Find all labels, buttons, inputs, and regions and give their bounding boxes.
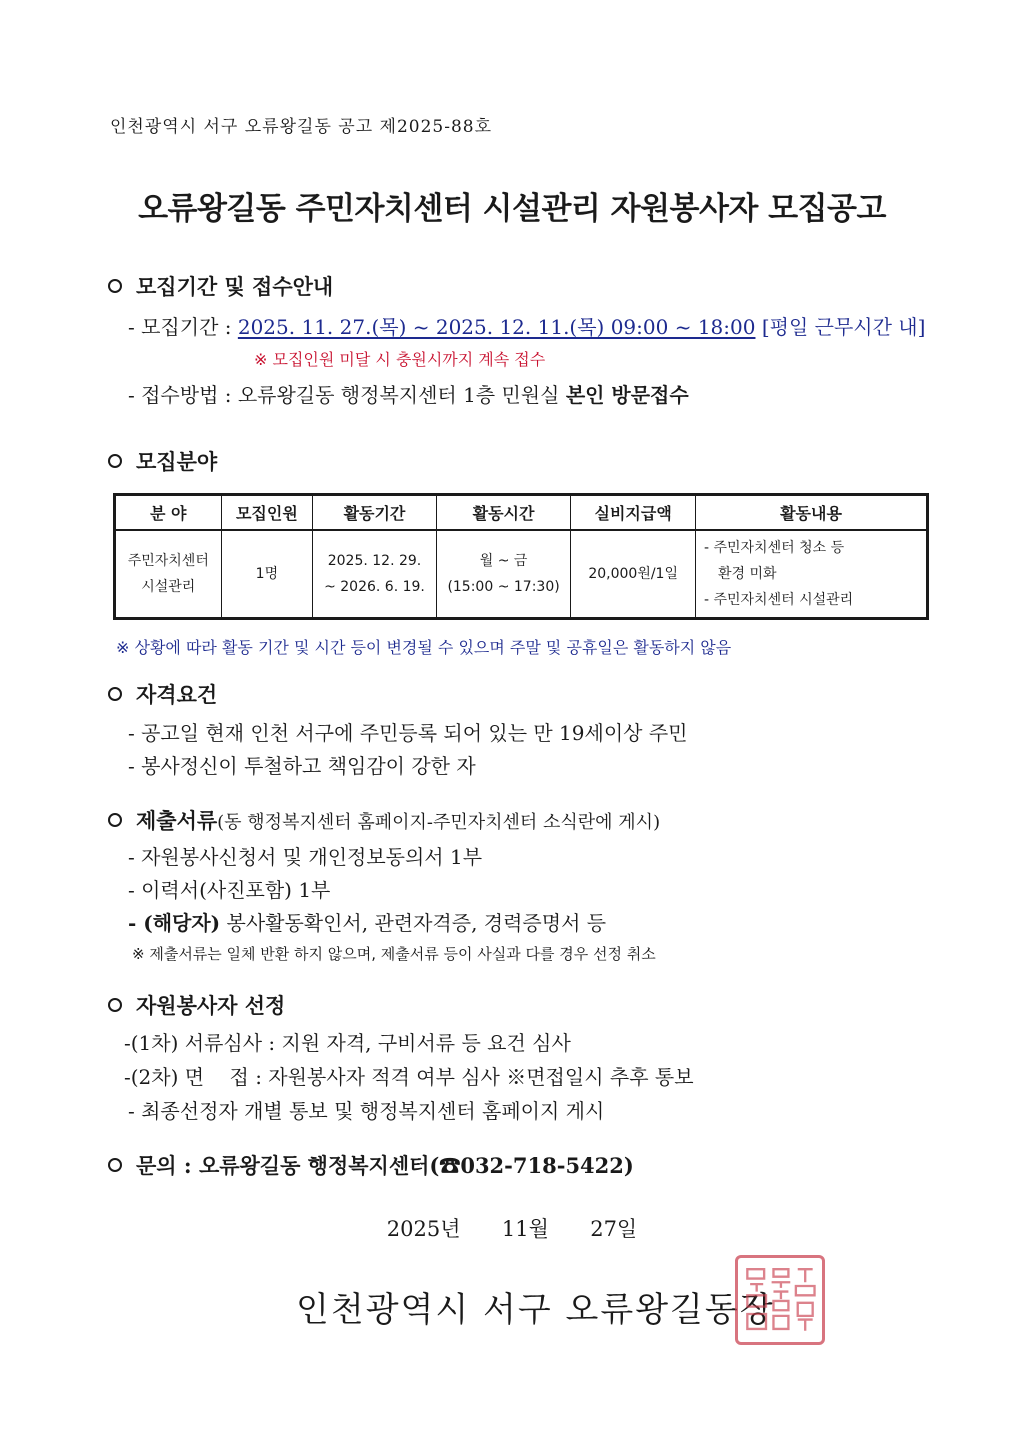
table-header-row — [115, 495, 928, 531]
table-header: 분 야 — [115, 495, 222, 531]
section-selection-heading: 자원봉사자 선정 — [108, 990, 285, 1020]
cell-activity: - 주민자치센터 청소 등 환경 미화 - 주민자치센터 시설관리 — [695, 530, 927, 619]
document-item: - 자원봉사신청서 및 개인정보동의서 1부 — [128, 845, 483, 869]
continuous-note: ※ 모집인원 미달 시 충원시까지 계속 접수 — [254, 350, 546, 369]
page-title: 오류왕길동 주민자치센터 시설관리 자원봉사자 모집공고 — [138, 191, 886, 227]
period-line: - 모집기간 : 2025. 11. 27.(목) ~ 2025. 12. 11.(목) 09:00 ~ 18:00 [평일 근무시간 내] — [128, 315, 926, 339]
method-emphasis: 본인 방문접수 — [565, 383, 689, 407]
selection-item: - 최종선정자 개별 통보 및 행정복지센터 홈페이지 게시 — [128, 1099, 605, 1123]
cell-count: 1명 — [221, 530, 313, 619]
section-period-heading: 모집기간 및 접수안내 — [108, 271, 333, 301]
documents-heading-sub: (동 행정복지센터 홈페이지-주민자치센터 소식란에 게시) — [217, 812, 661, 833]
qualification-item: - 공고일 현재 인천 서구에 주민등록 되어 있는 만 19세이상 주민 — [128, 721, 688, 745]
table-header: 활동기간 — [313, 495, 437, 531]
section-fields-heading: 모집분야 — [108, 446, 217, 476]
circle-bullet-icon — [108, 998, 122, 1012]
seal-graphic — [738, 1258, 822, 1342]
circle-bullet-icon — [108, 279, 122, 293]
cell-time: 월 ~ 금 (15:00 ~ 17:30) — [436, 530, 571, 619]
table-header: 활동시간 — [436, 495, 571, 531]
section-documents-heading: 제출서류(동 행정복지센터 홈페이지-주민자치센터 소식란에 게시) — [108, 805, 660, 835]
selection-item: -(1차) 서류심사 : 지원 자격, 구비서류 등 요건 심사 — [124, 1031, 571, 1055]
fields-note: ※ 상황에 따라 활동 기간 및 시간 등이 변경될 수 있으며 주말 및 공휴일은 활동하지 않음 — [116, 638, 732, 657]
method-line: - 접수방법 : 오류왕길동 행정복지센터 1층 민원실 본인 방문접수 — [128, 383, 689, 407]
table-header: 활동내용 — [695, 495, 927, 531]
section-qualification-heading: 자격요건 — [108, 679, 217, 709]
table-header: 실비지급액 — [571, 495, 696, 531]
circle-bullet-icon — [108, 687, 122, 701]
signature: 인천광역시 서구 오류왕길동장 — [296, 1290, 775, 1330]
table-header: 모집인원 — [221, 495, 313, 531]
notice-date: 2025년 11월 27일 — [386, 1217, 638, 1241]
circle-bullet-icon — [108, 813, 122, 827]
circle-bullet-icon — [108, 454, 122, 468]
period-note: [평일 근무시간 내] — [761, 315, 926, 339]
qualification-item: - 봉사정신이 투철하고 책임감이 강한 자 — [128, 754, 476, 778]
period-value: 2025. 11. 27.(목) ~ 2025. 12. 11.(목) 09:00 ~ 18:00 — [237, 315, 756, 339]
recruitment-table — [113, 493, 929, 620]
circle-bullet-icon — [108, 1158, 122, 1172]
cell-period: 2025. 12. 29. ~ 2026. 6. 19. — [313, 530, 437, 619]
table-row — [115, 530, 928, 619]
cell-pay: 20,000원/1일 — [571, 530, 696, 619]
notice-number: 인천광역시 서구 오류왕길동 공고 제2025-88호 — [110, 117, 493, 137]
official-seal-icon — [735, 1255, 825, 1345]
selection-item: -(2차) 면 접 : 자원봉사자 적격 여부 심사 ※면접일시 추후 통보 — [124, 1065, 694, 1089]
document-extra: - (해당자) 봉사활동확인서, 관련자격증, 경력증명서 등 — [128, 911, 607, 935]
document-item: - 이력서(사진포함) 1부 — [128, 878, 331, 902]
section-contact-heading: 문의 : 오류왕길동 행정복지센터(☎032-718-5422) — [108, 1150, 634, 1180]
cell-field: 주민자치센터 시설관리 — [115, 530, 222, 619]
documents-note: ※ 제출서류는 일체 반환 하지 않으며, 제출서류 등이 사실과 다를 경우 선정 취소 — [132, 945, 656, 963]
